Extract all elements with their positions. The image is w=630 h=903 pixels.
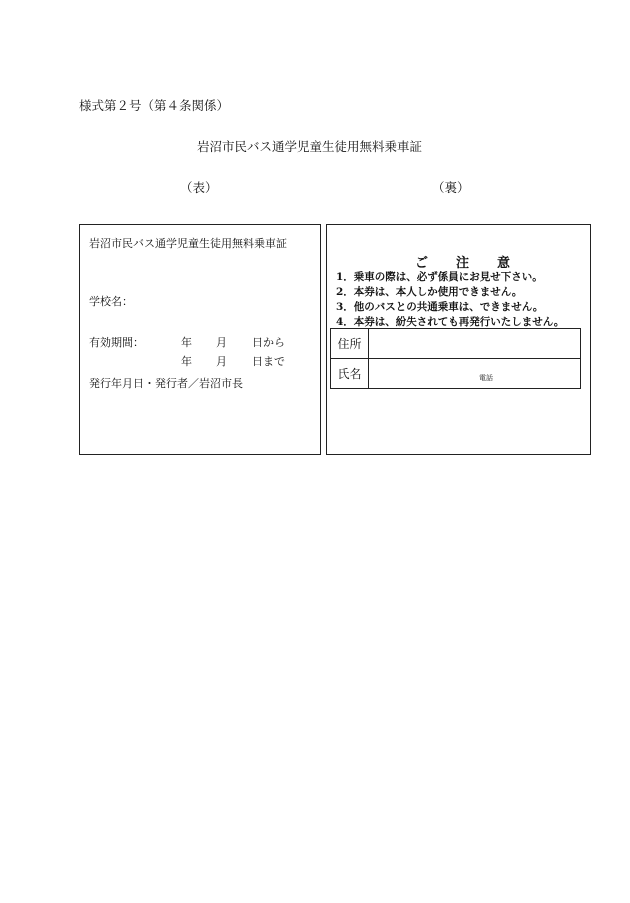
notice-title-char: ご <box>415 256 429 271</box>
notice-title-char: 注 <box>456 256 470 271</box>
document-title: 岩沼市民バス通学児童生徒用無料乗車証 <box>197 139 423 154</box>
card-title: 岩沼市民バス通学児童生徒用無料乗車証 <box>89 237 287 250</box>
start-month-label: 月 <box>216 336 227 349</box>
start-year-label: 年 <box>181 336 192 349</box>
form-number: 様式第２号（第４条関係） <box>79 98 230 113</box>
address-row <box>331 329 581 359</box>
holder-info-table <box>330 328 581 389</box>
name-field[interactable] <box>369 359 581 389</box>
notice-item: 4．本券は、紛失されても再発行いたしません。 <box>336 316 565 328</box>
notice-item: 3．他のバスとの共通乗車は、できません。 <box>336 301 544 313</box>
phone-label: 電話 <box>479 374 493 382</box>
front-side-heading: （表） <box>180 180 218 195</box>
name-label: 氏名 <box>331 359 369 389</box>
validity-period-label: 有効期間： <box>89 336 144 349</box>
name-row <box>331 359 581 389</box>
school-name-label: 学校名： <box>89 295 133 308</box>
start-day-label: 日から <box>252 336 285 349</box>
end-year-label: 年 <box>181 355 192 368</box>
end-day-label: 日まで <box>252 355 285 368</box>
notice-item: 1．乗車の際は、必ず係員にお見せ下さい。 <box>336 271 543 283</box>
notice-item: 2．本券は、本人しか使用できません。 <box>336 286 523 298</box>
end-month-label: 月 <box>216 355 227 368</box>
pass-card-front <box>79 224 321 455</box>
back-side-heading: （裏） <box>432 180 470 195</box>
issuer-line: 発行年月日・発行者／岩沼市長 <box>89 377 243 390</box>
address-label: 住所 <box>331 329 369 359</box>
notice-title-char: 意 <box>497 256 511 271</box>
pass-card-back <box>326 224 591 455</box>
address-field[interactable] <box>369 329 581 359</box>
